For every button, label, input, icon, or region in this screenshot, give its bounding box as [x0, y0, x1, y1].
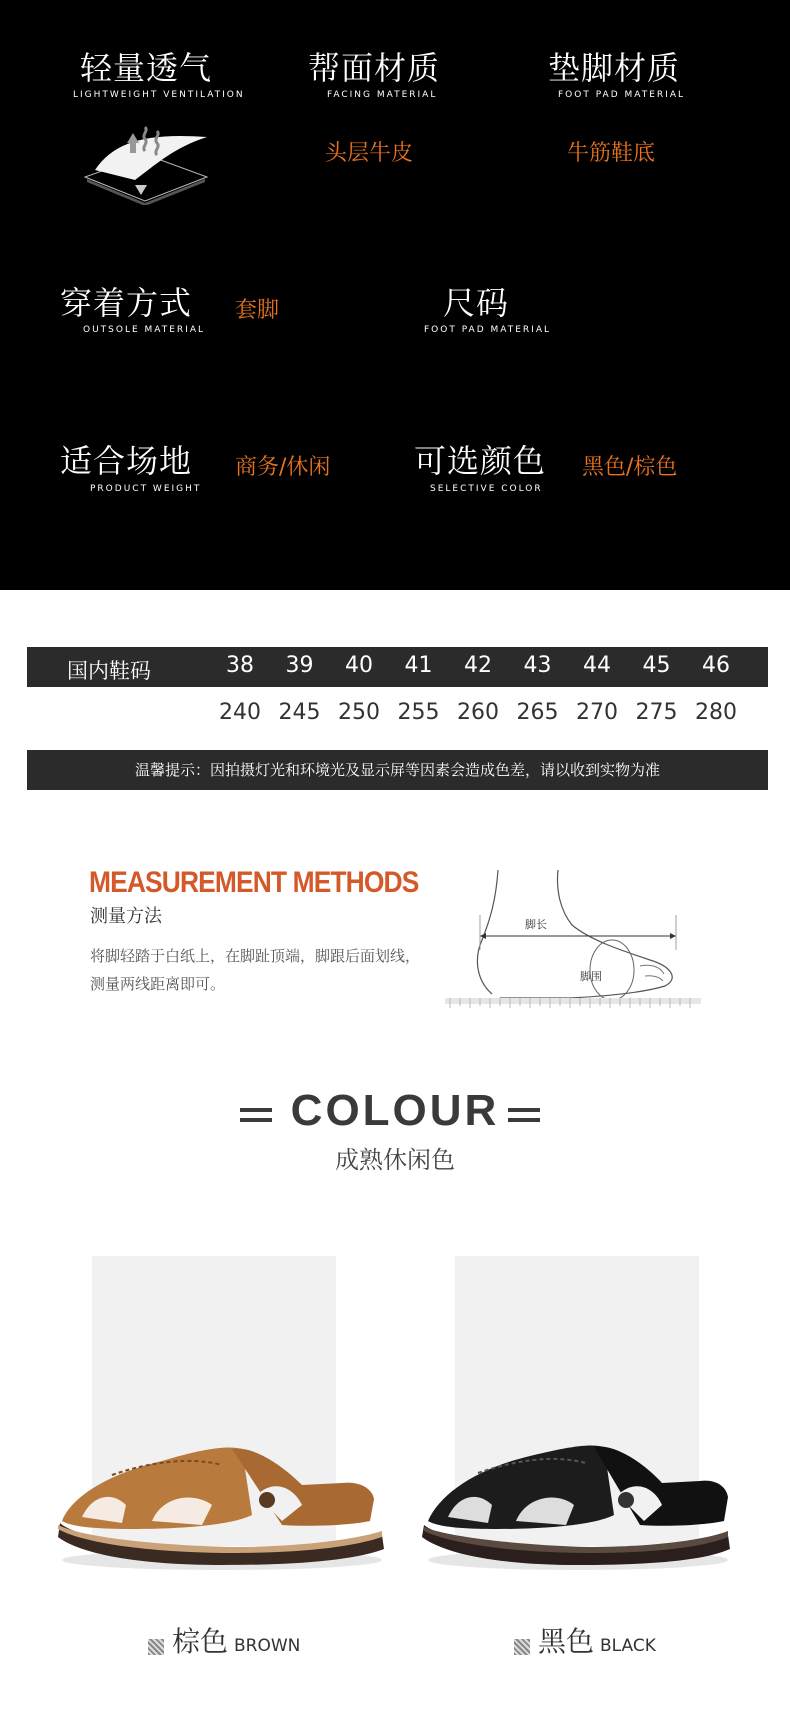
length-cell: 240 — [219, 700, 261, 725]
length-cell: 270 — [576, 700, 618, 725]
spec-subtitle-facing: FACING MATERIAL — [327, 90, 438, 100]
spec-value-footpad: 牛筋鞋底 — [567, 141, 656, 166]
spec-title-facing: 帮面材质 — [308, 49, 441, 87]
color-option-brown[interactable] — [148, 1620, 300, 1660]
spec-value-wearing: 套脚 — [235, 298, 280, 323]
pattern-swatch-icon — [148, 1639, 164, 1655]
spec-title-colors: 可选颜色 — [414, 442, 547, 480]
spec-title-size: 尺码 — [443, 284, 510, 322]
length-cell: 265 — [516, 700, 559, 725]
specs-section — [0, 0, 790, 590]
length-cell: 255 — [397, 700, 440, 725]
size-cell: 39 — [285, 653, 314, 678]
length-cell: 245 — [278, 700, 321, 725]
ventilation-icon — [75, 125, 210, 205]
length-cell: 280 — [695, 700, 737, 725]
spec-subtitle-occasion: PRODUCT WEIGHT — [90, 484, 202, 494]
colour-subtitle: 成熟休闲色 — [335, 1146, 455, 1174]
size-cell: 43 — [523, 653, 552, 678]
spec-value-facing: 头层牛皮 — [325, 141, 414, 166]
length-cell: 260 — [457, 700, 499, 725]
color-option-black-cn: 黑色 — [538, 1625, 595, 1658]
size-cell: 44 — [583, 653, 611, 678]
color-option-brown-en: BROWN — [234, 1636, 301, 1656]
spec-subtitle-footpad: FOOT PAD MATERIAL — [558, 90, 685, 100]
spec-value-colors: 黑色/棕色 — [582, 455, 678, 480]
color-option-black[interactable] — [514, 1620, 656, 1660]
measurement-title-cn: 测量方法 — [90, 906, 162, 927]
size-cell: 45 — [642, 653, 671, 678]
foot-measurement-diagram — [440, 870, 710, 1020]
size-table-label: 国内鞋码 — [67, 659, 151, 683]
measurement-description: 将脚轻踏于白纸上，在脚趾顶端，脚跟后面划线，测量两线距离即可。 — [90, 947, 421, 993]
foot-length-label: 脚长 — [525, 918, 547, 931]
spec-title-ventilation: 轻量透气 — [80, 49, 213, 87]
spec-value-occasion: 商务/休闲 — [235, 455, 331, 480]
spec-subtitle-size: FOOT PAD MATERIAL — [424, 325, 551, 335]
pattern-swatch-icon — [514, 1639, 530, 1655]
length-cell: 250 — [338, 700, 380, 725]
foot-girth-label: 脚围 — [580, 970, 602, 983]
color-option-black-en: BLACK — [600, 1636, 656, 1656]
size-cell: 46 — [702, 653, 730, 678]
spec-subtitle-colors: SELECTIVE COLOR — [430, 484, 543, 494]
spec-title-occasion: 适合场地 — [60, 442, 193, 480]
notice-text: 温馨提示：因拍摄灯光和环境光及显示屏等因素会造成色差，请以收到实物为准 — [134, 761, 660, 779]
brown-sandal-image — [52, 1425, 392, 1575]
size-cell: 40 — [345, 653, 373, 678]
size-cell: 42 — [464, 653, 492, 678]
size-cell: 41 — [404, 653, 433, 678]
spec-title-footpad: 垫脚材质 — [548, 49, 681, 87]
spec-title-wearing: 穿着方式 — [60, 284, 193, 322]
spec-subtitle-wearing: OUTSOLE MATERIAL — [83, 325, 206, 335]
colour-title: COLOUR — [290, 1086, 500, 1135]
color-option-brown-cn: 棕色 — [172, 1625, 229, 1658]
measurement-title-en: MEASUREMENT METHODS — [89, 866, 419, 899]
black-sandal-image — [418, 1425, 738, 1575]
spec-subtitle-ventilation: LIGHTWEIGHT VENTILATION — [73, 90, 245, 100]
length-cell: 275 — [635, 700, 678, 725]
size-cell: 38 — [226, 653, 254, 678]
